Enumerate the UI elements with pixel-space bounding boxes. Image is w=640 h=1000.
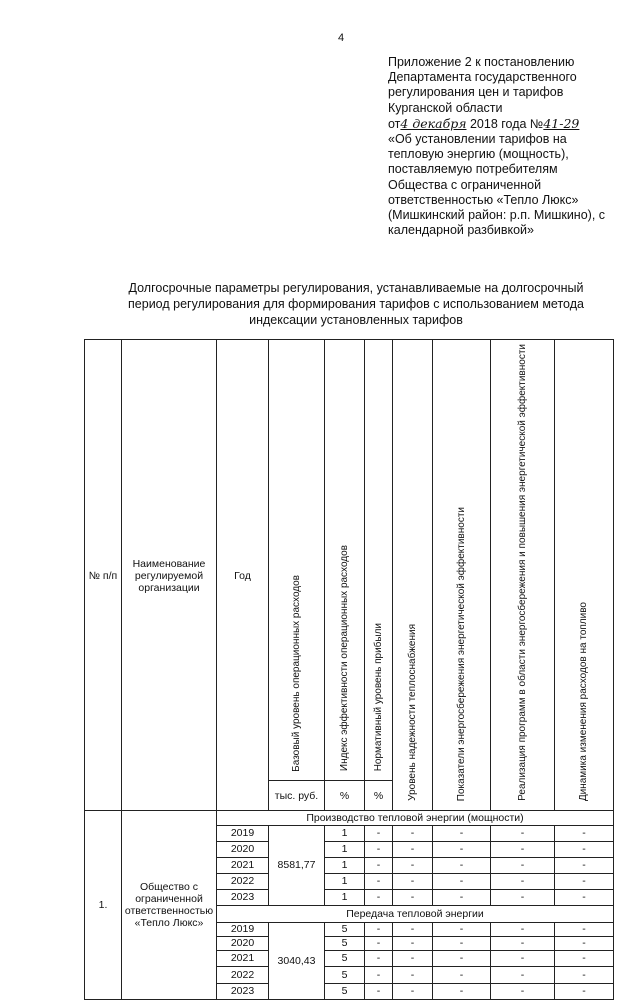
appendix-subject-line: календарной разбивкой» [388, 223, 534, 238]
header-programs: Реализация программ в области энергосбережения и повышения энергетической эффективности [491, 340, 555, 811]
programs-cell: - [491, 936, 555, 950]
fuel-cell: - [555, 889, 614, 905]
unit-efficiency-index: % [325, 781, 365, 810]
parameters-table [84, 339, 614, 1000]
profit-cell: - [365, 966, 393, 983]
date-prefix: от [388, 116, 401, 131]
saving-cell: - [433, 983, 491, 999]
reliability-cell: - [393, 857, 433, 873]
appendix-date-line [388, 116, 633, 132]
profit-cell: - [365, 950, 393, 966]
appendix-line: регулирования цен и тарифов [388, 85, 564, 100]
index-cell: 1 [325, 857, 365, 873]
programs-cell: - [491, 889, 555, 905]
programs-cell: - [491, 966, 555, 983]
index-cell: 5 [325, 983, 365, 999]
year-cell: 2021 [217, 857, 269, 873]
index-cell: 1 [325, 841, 365, 857]
year-cell: 2019 [217, 922, 269, 936]
index-cell: 1 [325, 825, 365, 841]
programs-cell: - [491, 841, 555, 857]
header-fuel-dynamics: Динамика изменения расходов на топливо [555, 340, 614, 811]
profit-cell: - [365, 922, 393, 936]
year-cell: 2021 [217, 950, 269, 966]
index-cell: 1 [325, 889, 365, 905]
base-level-value: 3040,43 [269, 922, 325, 999]
saving-cell: - [433, 841, 491, 857]
saving-cell: - [433, 873, 491, 889]
profit-cell: - [365, 889, 393, 905]
year-cell: 2022 [217, 873, 269, 889]
reliability-cell: - [393, 873, 433, 889]
saving-cell: - [433, 950, 491, 966]
year-cell: 2023 [217, 889, 269, 905]
header-energy-saving: Показатели энергосбережения энергетической эффективности [433, 340, 491, 811]
profit-cell: - [365, 841, 393, 857]
index-cell: 5 [325, 966, 365, 983]
profit-cell: - [365, 983, 393, 999]
unit-base-level: тыс. руб. [269, 781, 325, 810]
fuel-cell: - [555, 936, 614, 950]
handwritten-number: 41-29 [543, 115, 580, 131]
index-cell: 5 [325, 922, 365, 936]
appendix-line: Приложение 2 к постановлению [388, 55, 575, 69]
section-title: Передача тепловой энергии [217, 905, 614, 922]
handwritten-date: 4 декабря [400, 115, 467, 131]
year-cell: 2023 [217, 983, 269, 999]
programs-cell: - [491, 857, 555, 873]
reliability-cell: - [393, 922, 433, 936]
saving-cell: - [433, 936, 491, 950]
header-base-level: Базовый уровень операционных расходов [269, 340, 325, 781]
reliability-cell: - [393, 950, 433, 966]
appendix-line: Курганской области [388, 100, 503, 115]
row-number: 1. [85, 810, 122, 999]
profit-cell: - [365, 857, 393, 873]
year-cell: 2019 [217, 825, 269, 841]
saving-cell: - [433, 889, 491, 905]
reliability-cell: - [393, 966, 433, 983]
year-cell: 2020 [217, 841, 269, 857]
header-year: Год [217, 340, 269, 811]
title-line: Долгосрочные параметры регулирования, устанавливаемые на долгосрочный [128, 281, 584, 295]
index-cell: 5 [325, 950, 365, 966]
appendix-block [388, 55, 633, 238]
index-cell: 1 [325, 873, 365, 889]
appendix-subject-line: тепловую энергию (мощность), [388, 147, 569, 162]
document-title [96, 280, 616, 328]
saving-cell: - [433, 825, 491, 841]
reliability-cell: - [393, 825, 433, 841]
title-line: индексации установленных тарифов [249, 313, 463, 327]
header-org: Наименование регулируемой организации [122, 340, 217, 811]
fuel-cell: - [555, 950, 614, 966]
date-suffix: 2018 года № [469, 116, 544, 131]
programs-cell: - [491, 983, 555, 999]
unit-profit-level: % [365, 781, 393, 810]
appendix-subject-line: (Мишкинский район: р.п. Мишкино), с [388, 208, 606, 223]
organization-name: Общество с ограниченной ответственностью «Тепло Люкс» [122, 810, 217, 999]
programs-cell: - [491, 922, 555, 936]
saving-cell: - [433, 922, 491, 936]
header-num: № п/п [85, 340, 122, 811]
fuel-cell: - [555, 922, 614, 936]
profit-cell: - [365, 936, 393, 950]
header-profit-level: Нормативный уровень прибыли [365, 340, 393, 781]
base-level-value: 8581,77 [269, 825, 325, 905]
page-number: 4 [338, 32, 345, 44]
fuel-cell: - [555, 966, 614, 983]
reliability-cell: - [393, 889, 433, 905]
fuel-cell: - [555, 841, 614, 857]
fuel-cell: - [555, 983, 614, 999]
reliability-cell: - [393, 936, 433, 950]
header-reliability: Уровень надежности теплоснабжения [393, 340, 433, 811]
year-cell: 2022 [217, 966, 269, 983]
profit-cell: - [365, 873, 393, 889]
fuel-cell: - [555, 857, 614, 873]
appendix-subject-line: ответственностью «Тепло Люкс» [388, 192, 579, 207]
appendix-line: Департамента государственного [388, 70, 577, 85]
fuel-cell: - [555, 825, 614, 841]
year-cell: 2020 [217, 936, 269, 950]
programs-cell: - [491, 950, 555, 966]
reliability-cell: - [393, 841, 433, 857]
fuel-cell: - [555, 873, 614, 889]
appendix-subject-line: поставляемую потребителям [388, 162, 558, 177]
title-line: период регулирования для формирования тарифов с использованием метода [128, 297, 584, 311]
programs-cell: - [491, 873, 555, 889]
profit-cell: - [365, 825, 393, 841]
saving-cell: - [433, 966, 491, 983]
programs-cell: - [491, 825, 555, 841]
index-cell: 5 [325, 936, 365, 950]
section-title: Производство тепловой энергии (мощности) [217, 810, 614, 825]
reliability-cell: - [393, 983, 433, 999]
saving-cell: - [433, 857, 491, 873]
appendix-subject-line: «Об установлении тарифов на [388, 132, 567, 147]
appendix-subject-line: Общества с ограниченной [388, 177, 542, 192]
header-efficiency-index: Индекс эффективности операционных расходов [325, 340, 365, 781]
